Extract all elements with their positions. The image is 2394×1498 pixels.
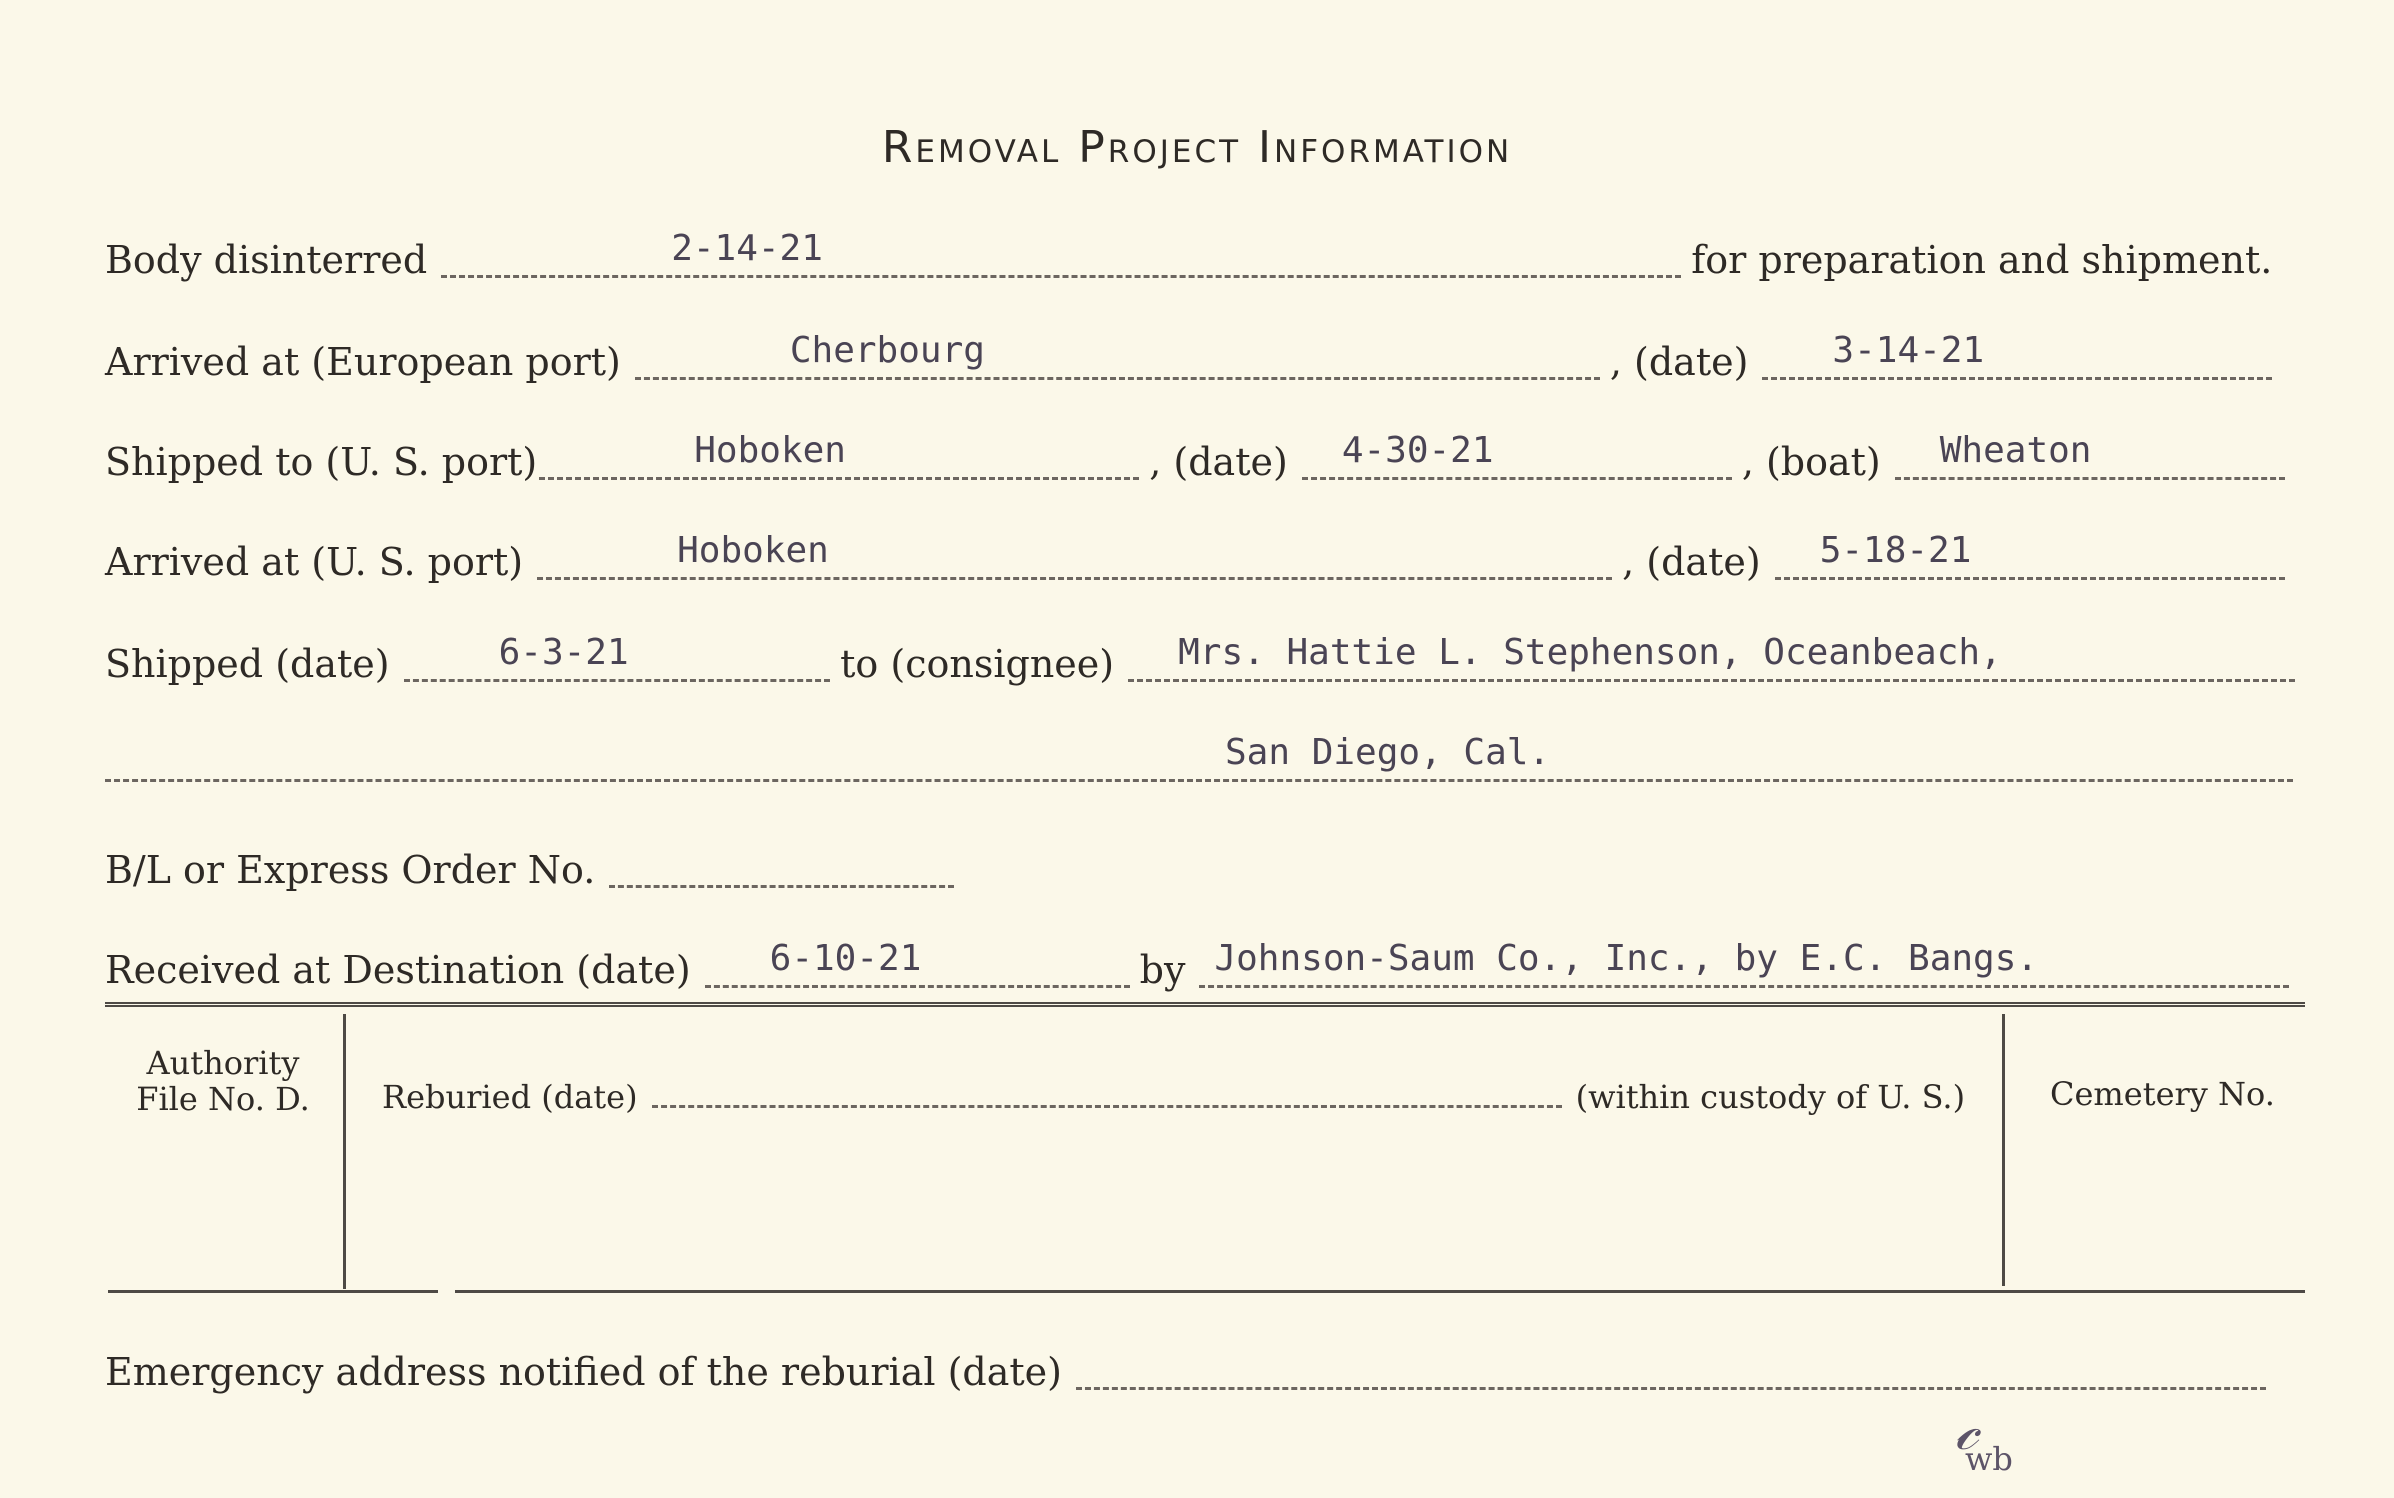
arrived-european-date-field [1762,330,2272,380]
box-bottom-right [455,1290,2305,1293]
box-divider-left [343,1014,346,1289]
body-disinterred-field [441,228,1681,278]
received-by-value: Johnson-Saum Co., Inc., by E.C. Bangs. [1214,938,2039,979]
cemetery-number-label: Cemetery No. [2050,1075,2275,1113]
received-by-label: by [1139,948,1186,992]
shipped-date-field [404,632,831,682]
shipped-us-label: Shipped to (U. S. port) [105,440,538,484]
box-divider-right [2002,1014,2005,1286]
shipped-us-date-label: , (date) [1149,440,1288,484]
custody-label: (within custody of U. S.) [1575,1078,1966,1116]
row-received [105,938,2305,998]
received-date-field [705,938,1130,988]
arrived-european-date-value: 3-14-21 [1832,330,1985,371]
row-body-disinterred [105,228,2305,288]
shipped-us-boat-field [1895,430,2285,480]
row-emergency [105,1340,2305,1400]
arrived-us-port-field [537,530,1612,580]
consignee-value: Mrs. Hattie L. Stephenson, Oceanbeach, [1178,632,2002,673]
arrived-us-port-value: Hoboken [677,530,829,571]
shipped-us-port-value: Hoboken [694,430,846,471]
body-disinterred-label: Body disinterred [105,238,428,282]
consignee-label: to (consignee) [840,642,1115,686]
bl-order-label: B/L or Express Order No. [105,848,596,892]
handwritten-mark: 𝒸 [1955,1395,1979,1463]
shipped-date-value: 6-3-21 [498,632,629,673]
box-bottom-left [108,1290,438,1293]
arrived-european-port-value: Cherbourg [789,330,985,371]
shipped-us-boat-label: , (boat) [1741,440,1881,484]
row-shipped [105,632,2305,692]
reburied-date-field [652,1075,1562,1108]
received-by-field [1199,938,2289,988]
received-label: Received at Destination (date) [105,948,691,992]
row-bl-order [105,838,2305,898]
arrived-us-date-label: , (date) [1622,540,1761,584]
shipped-us-date-field [1302,430,1732,480]
clerk-initials: wb [1965,1440,2013,1478]
consignee-line2-field [105,732,2293,782]
shipped-date-label: Shipped (date) [105,642,390,686]
emergency-label: Emergency address notified of the reburial (date) [105,1350,1062,1394]
reburied-label: Reburied (date) [382,1078,638,1116]
emergency-date-field [1076,1343,2266,1390]
arrived-european-label: Arrived at (European port) [105,340,621,384]
body-disinterred-value: 2-14-21 [671,228,823,269]
card-title: Removal Project Information [881,122,1513,173]
authority-file-label: Authority File No. D. [136,1044,310,1118]
arrived-european-date-label: , (date) [1609,340,1749,384]
bl-order-field [609,841,954,888]
reburial-box [105,1002,2305,1299]
consignee-field [1128,632,2295,682]
row-shipped-us [105,430,2305,490]
shipped-us-port-field [539,430,1139,480]
shipped-us-date-value: 4-30-21 [1341,430,1494,471]
received-date-value: 6-10-21 [769,938,922,979]
arrived-european-port-field [635,330,1600,380]
row-consignee-line2 [105,732,2305,792]
reburied-row [382,1075,1982,1116]
arrived-us-date-field [1775,530,2285,580]
arrived-us-label: Arrived at (U. S. port) [105,540,524,584]
arrived-us-date-value: 5-18-21 [1819,530,1972,571]
row-arrived-us [105,530,2305,590]
row-arrived-european [105,330,2305,390]
body-disinterred-suffix: for preparation and shipment. [1691,238,2273,282]
shipped-us-boat-value: Wheaton [1939,430,2092,471]
consignee-line2-value: San Diego, Cal. [1225,732,1551,773]
